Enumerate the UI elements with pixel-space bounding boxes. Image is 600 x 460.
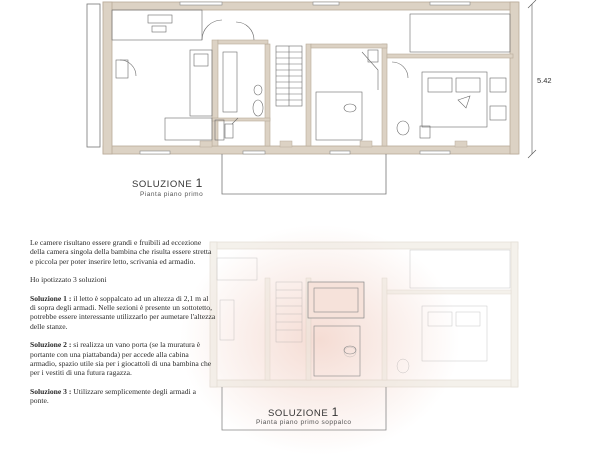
hypotheses-paragraph: Ho ipotizzato 3 soluzioni — [30, 275, 107, 285]
plan1-title-word: SOLUZIONE — [132, 179, 193, 190]
plan1-subtitle: Pianta piano primo — [140, 191, 204, 198]
solution-1-paragraph — [30, 294, 216, 332]
plan2-title-number: 1 — [331, 405, 339, 419]
plan2-title-word: SOLUZIONE — [268, 408, 329, 419]
solution-1-text: il letto è soppalcato ad un altezza di 2,1 m al di sopra degli armadi. Nelle sezioni è presente un sottotetto, potrebbe essere interessante utilizzarlo per aumetare l'altezza delle stanze. — [30, 293, 216, 331]
solution-2-label: Soluzione 2 : — [30, 340, 72, 350]
intro-paragraph: Le camere risultano essere grandi e fruibili ad eccezione della camera singola della bambina che risulta essere stretta e piccola per poter inserire letto, scrivania ed armadio. — [30, 238, 212, 266]
solution-2-paragraph — [30, 340, 216, 378]
plan2-title — [268, 405, 339, 419]
solution-3-paragraph — [30, 387, 216, 406]
plan1-title-number: 1 — [195, 176, 203, 190]
description-text — [30, 238, 216, 415]
solution-1-label: Soluzione 1 : — [30, 293, 72, 303]
dimension-label: 5.42 — [537, 76, 552, 85]
solution-3-text: Utilizzare semplicemente degli armadi a ponte. — [30, 386, 196, 406]
solution-3-label: Soluzione 3 : — [30, 386, 72, 396]
solution-2-text: si realizza un vano porta (se la muratura è portante con una piattabanda) per accede alla cabina armadio, spazio utile sia per i giocattoli di una bambina che per i vestiti di una futura ragazza. — [30, 340, 212, 378]
plan2-subtitle: Pianta piano primo soppalco — [256, 419, 352, 426]
